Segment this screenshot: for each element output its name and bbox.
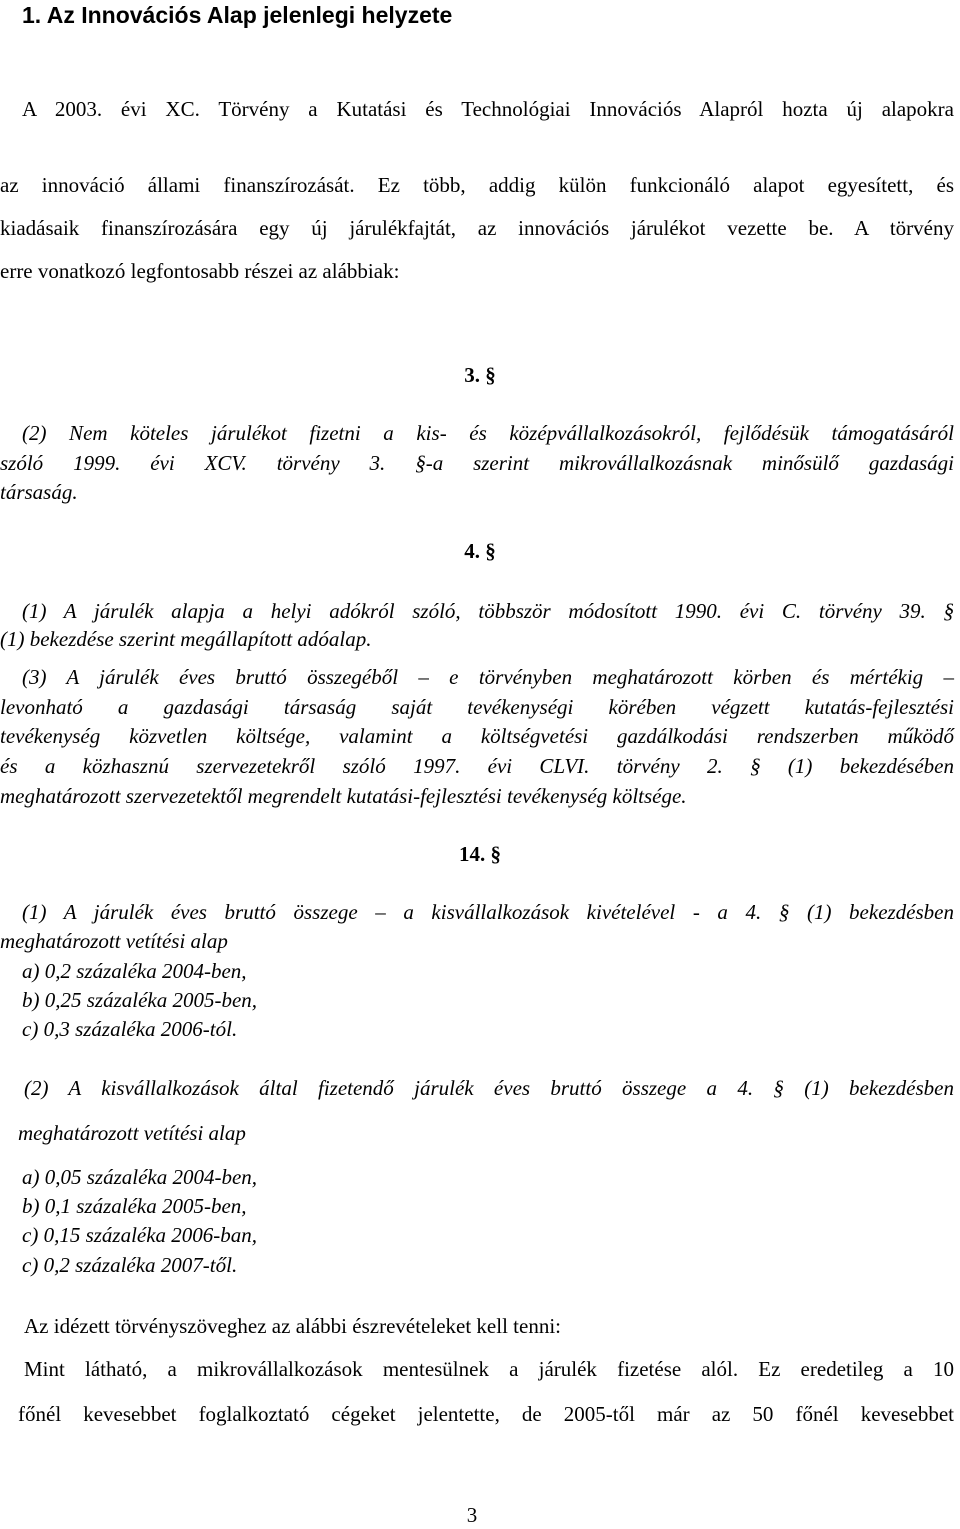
section-4-heading: 4. §: [464, 539, 496, 563]
list-item: c) 0,15 százaléka 2006-ban,: [22, 1223, 258, 1247]
list-item: c) 0,3 százaléka 2006-tól.: [22, 1017, 238, 1041]
law-line: (1) bekezdése szerint megállapított adóalap.: [0, 627, 372, 651]
list-item: b) 0,1 százaléka 2005-ben,: [22, 1194, 247, 1218]
page-number: 3: [466, 1503, 478, 1527]
section-heading: 1. Az Innovációs Alap jelenlegi helyzete: [22, 2, 453, 28]
law-line: meghatározott szervezetektől megrendelt kutatási-fejlesztési tevékenység költsége.: [0, 784, 687, 808]
section-3-heading: 3. §: [464, 363, 496, 387]
law-line: (1) A járulék alapja a helyi adókról szóló, többször módosított 1990. évi C. törvény 39. §: [22, 599, 954, 623]
intro-line: az innováció állami finanszírozását. Ez több, addig külön funkcionáló alapot egyesített, és: [0, 173, 954, 197]
list-item: b) 0,25 százaléka 2005-ben,: [22, 988, 258, 1012]
law-line: (2) Nem köteles járulékot fizetni a kis- és középvállalkozásokról, fejlődésük támogatásáról: [22, 421, 954, 445]
remarks-intro: Az idézett törvényszöveghez az alábbi észrevételeket kell tenni:: [24, 1314, 561, 1338]
law-line: (2) A kisvállalkozások által fizetendő járulék éves bruttó összege a 4. § (1) bekezdésben: [24, 1076, 954, 1100]
intro-line: erre vonatkozó legfontosabb részei az alábbiak:: [0, 259, 400, 283]
list-item: a) 0,2 százaléka 2004-ben,: [22, 959, 247, 983]
law-line: társaság.: [0, 480, 78, 504]
list-item: c) 0,2 százaléka 2007-től.: [22, 1253, 238, 1277]
law-line: meghatározott vetítési alap: [18, 1121, 246, 1145]
remarks-line: főnél kevesebbet foglalkoztató cégeket jelentette, de 2005-től már az 50 főnél kevesebbet: [18, 1402, 954, 1426]
intro-line: kiadásaik finanszírozására egy új járulékfajtát, az innovációs járulékot vezette be. A törvény: [0, 216, 954, 240]
law-line: szóló 1999. évi XCV. törvény 3. §-a szerint mikrovállalkozásnak minősülő gazdasági: [0, 451, 954, 475]
remarks-line: Mint látható, a mikrovállalkozások mentesülnek a járulék fizetése alól. Ez eredetileg a 10: [24, 1357, 954, 1381]
section-14-heading: 14. §: [459, 842, 501, 866]
law-line: és a közhasznú szervezetekről szóló 1997. évi CLVI. törvény 2. § (1) bekezdésében: [0, 754, 954, 778]
law-line: meghatározott vetítési alap: [0, 929, 228, 953]
law-line: (3) A járulék éves bruttó összegéből – e törvényben meghatározott körben és mértékig –: [22, 665, 954, 689]
law-line: (1) A járulék éves bruttó összege – a kisvállalkozások kivételével - a 4. § (1) bekezdésben: [22, 900, 954, 924]
list-item: a) 0,05 százaléka 2004-ben,: [22, 1165, 258, 1189]
law-line: tevékenység közvetlen költsége, valamint a költségvetési gazdálkodási rendszerben működő: [0, 724, 954, 748]
intro-line: A 2003. évi XC. Törvény a Kutatási és Technológiai Innovációs Alapról hozta új alapokra: [22, 97, 954, 121]
law-line: levonható a gazdasági társaság saját tevékenységi körében végzett kutatás-fejlesztési: [0, 695, 954, 719]
